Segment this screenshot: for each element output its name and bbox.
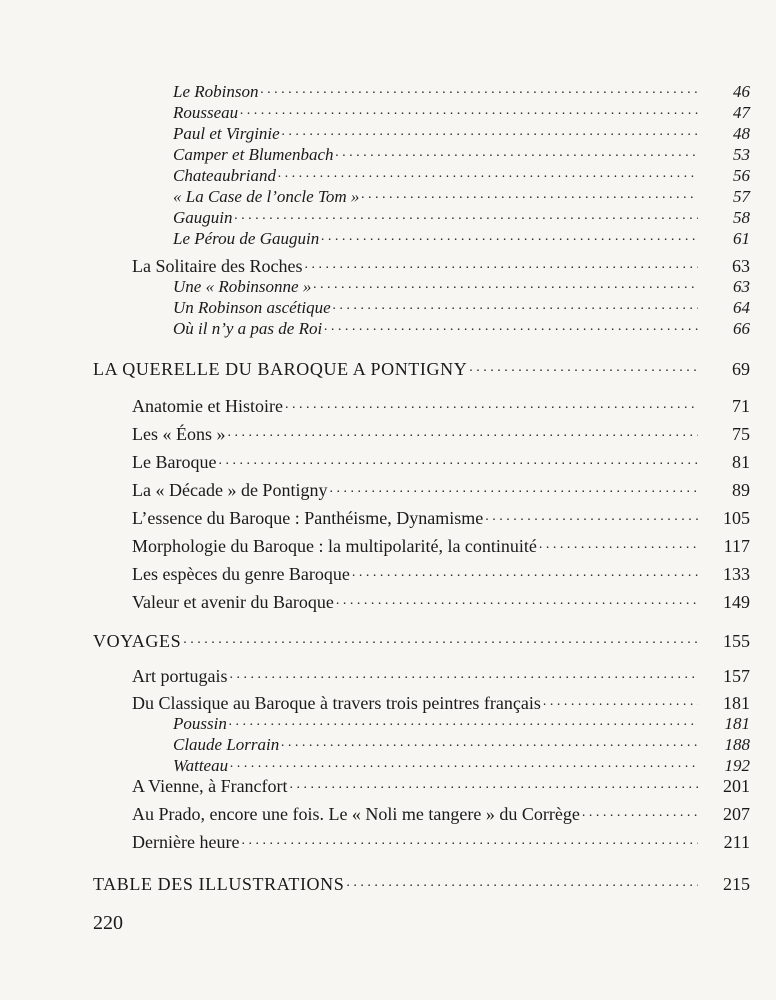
entry-page: 66 [733, 319, 750, 338]
entry-page: 64 [733, 298, 750, 317]
entry-title: Rousseau [173, 103, 239, 122]
leader-dots [485, 503, 698, 528]
entry-title: Morphologie du Baroque : la multipolarité, la continuité [132, 536, 537, 556]
leader-dots [329, 475, 698, 500]
entry-title: Watteau [173, 756, 229, 775]
entry-title: La Solitaire des Roches [132, 256, 303, 276]
leader-dots [228, 419, 699, 444]
leader-dots [336, 587, 698, 612]
entry-page: 192 [724, 756, 750, 775]
entry-title: Les « Éons » [132, 424, 226, 444]
toc-entry [132, 563, 750, 585]
entry-page: 157 [723, 666, 750, 686]
entry-page: 181 [723, 693, 750, 713]
toc-entry [132, 831, 750, 853]
entry-title: « La Case de l’oncle Tom » [173, 187, 360, 206]
toc-chapter [93, 358, 750, 380]
entry-page: 63 [732, 256, 750, 276]
entry-page: 211 [723, 832, 750, 852]
toc-entry [132, 591, 750, 613]
entry-page: 46 [733, 82, 750, 101]
leader-dots [290, 771, 698, 796]
entry-title: Une « Robinsonne » [173, 277, 312, 296]
leader-dots [469, 354, 698, 379]
toc-entry [132, 423, 750, 445]
entry-page: 105 [723, 508, 750, 528]
leader-dots [321, 224, 698, 248]
entry-title: Dernière heure [132, 832, 240, 852]
entry-page: 63 [733, 277, 750, 296]
entry-page: 188 [724, 735, 750, 754]
entry-page: 47 [733, 103, 750, 122]
toc-entry [132, 775, 750, 797]
toc-entry [132, 803, 750, 825]
toc-chapter [93, 630, 750, 652]
entry-page: 53 [733, 145, 750, 164]
entry-title: Le Baroque [132, 452, 217, 472]
page-number: 220 [93, 912, 123, 934]
entry-page: 215 [723, 874, 750, 894]
entry-title: Anatomie et Histoire [132, 396, 283, 416]
entry-page: 75 [732, 424, 750, 444]
entry-page: 58 [733, 208, 750, 227]
entry-title: Poussin [173, 714, 227, 733]
entry-page: 57 [733, 187, 750, 206]
entry-title: Art portugais [132, 666, 228, 686]
entry-title: Claude Lorrain [173, 735, 280, 754]
leader-dots [183, 626, 698, 651]
leader-dots [241, 827, 698, 852]
toc-chapter [93, 873, 750, 895]
toc-entry [132, 395, 750, 417]
entry-title: Gauguin [173, 208, 233, 227]
entry-page: 61 [733, 229, 750, 248]
entry-title: L’essence du Baroque : Panthéisme, Dynamisme [132, 508, 484, 528]
entry-title: Les espèces du genre Baroque [132, 564, 350, 584]
leader-dots [229, 661, 698, 686]
leader-dots [346, 869, 698, 894]
entry-page: 81 [732, 452, 750, 472]
entry-title: Du Classique au Baroque à travers trois peintres français [132, 693, 541, 713]
entry-title: Où il n’y a pas de Roi [173, 319, 323, 338]
entry-page: 89 [732, 480, 750, 500]
entry-title: La « Décade » de Pontigny [132, 480, 328, 500]
chapter-title: VOYAGES [93, 631, 182, 651]
chapter-title: TABLE DES ILLUSTRATIONS [93, 874, 345, 894]
entry-page: 181 [724, 714, 750, 733]
toc-entry [173, 318, 750, 340]
entry-page: 56 [733, 166, 750, 185]
entry-title: Le Robinson [173, 82, 259, 101]
entry-page: 69 [732, 359, 750, 379]
chapter-title: LA QUERELLE DU BAROQUE A PONTIGNY [93, 359, 468, 379]
entry-page: 71 [732, 396, 750, 416]
entry-title: Camper et Blumenbach [173, 145, 334, 164]
entry-title: Un Robinson ascétique [173, 298, 331, 317]
entry-title: Chateaubriand [173, 166, 276, 185]
entry-title: Au Prado, encore une fois. Le « Noli me tangere » du Corrège [132, 804, 580, 824]
toc-entry [132, 507, 750, 529]
toc-entry [173, 228, 750, 250]
entry-page: 201 [723, 776, 750, 796]
toc-entry [132, 665, 750, 687]
entry-title: Le Pérou de Gauguin [173, 229, 320, 248]
toc-entry [132, 479, 750, 501]
entry-page: 149 [723, 592, 750, 612]
leader-dots [539, 531, 698, 556]
toc-entry [132, 451, 750, 473]
leader-dots [352, 559, 698, 584]
leader-dots [582, 799, 698, 824]
toc-entry [132, 535, 750, 557]
entry-page: 133 [723, 564, 750, 584]
entry-title: Paul et Virginie [173, 124, 280, 143]
entry-page: 117 [723, 536, 750, 556]
leader-dots [285, 391, 698, 416]
entry-page: 48 [733, 124, 750, 143]
entry-title: A Vienne, à Francfort [132, 776, 288, 796]
entry-page: 155 [723, 631, 750, 651]
entry-title: Valeur et avenir du Baroque [132, 592, 334, 612]
leader-dots [218, 447, 698, 472]
entry-page: 207 [723, 804, 750, 824]
leader-dots [324, 314, 698, 338]
